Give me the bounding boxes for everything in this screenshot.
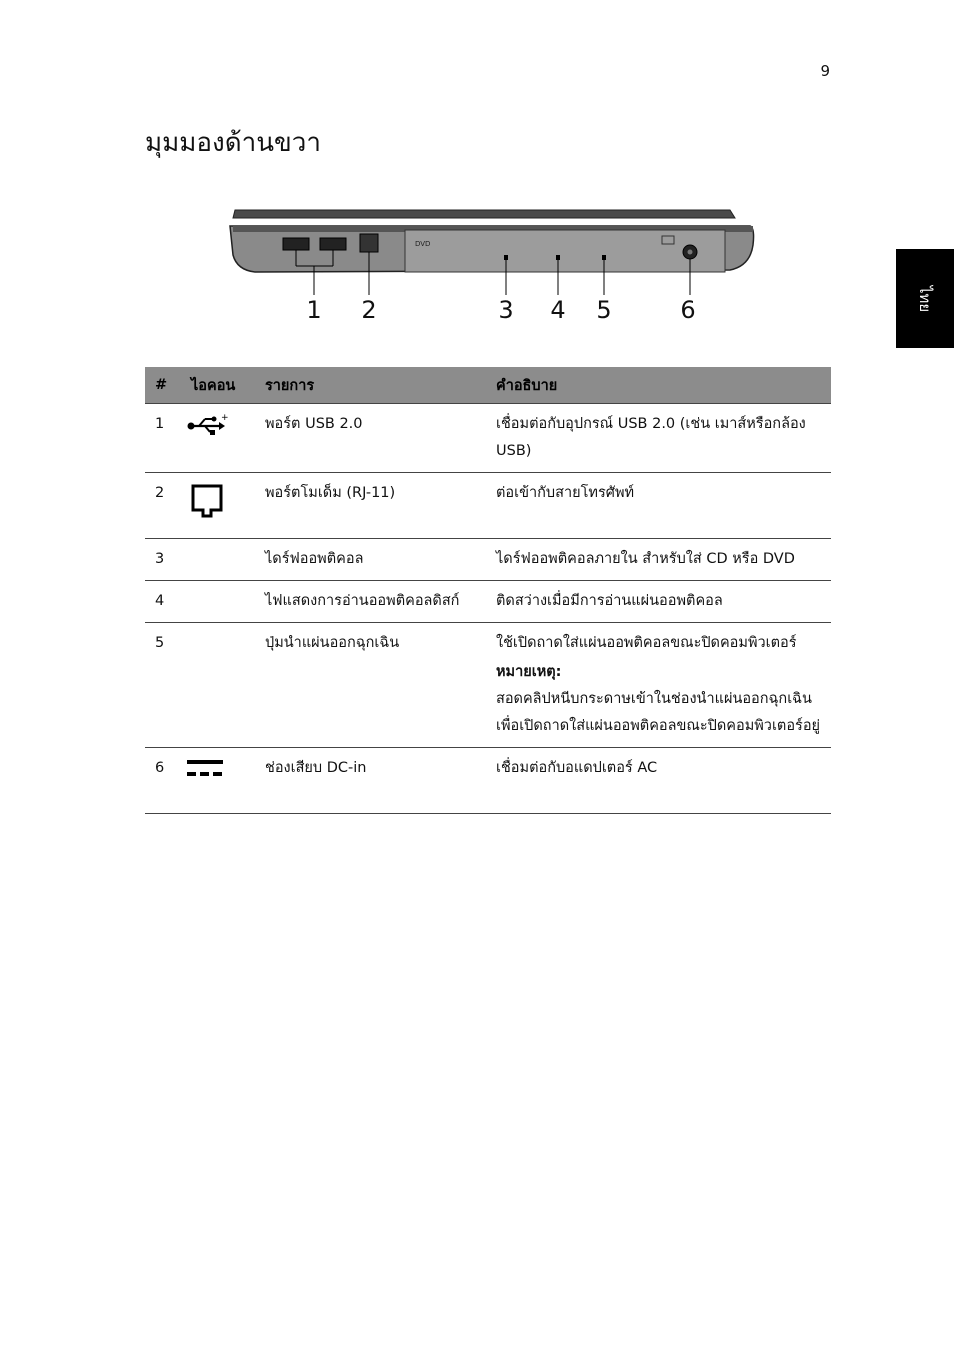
ports-table: [145, 367, 831, 814]
row-item: ไฟแสดงการอ่านออพติคอลดิสก์: [255, 581, 486, 623]
row-description-block: [486, 623, 831, 748]
header-icon: ไอคอน: [181, 367, 255, 404]
row-number: 5: [145, 623, 181, 748]
language-tab: [896, 249, 954, 348]
svg-text:+: +: [221, 413, 229, 423]
row-description: ต่อเข้ากับสายโทรศัพท์: [486, 473, 831, 539]
page-number: 9: [820, 62, 830, 80]
row-number: 4: [145, 581, 181, 623]
table-row: [145, 473, 831, 539]
dc-power-icon: [185, 755, 225, 785]
row-number: 6: [145, 748, 181, 814]
table-row: [145, 623, 831, 748]
modem-port-icon: [185, 480, 225, 520]
row-description: ติดสว่างเมื่อมีการอ่านแผ่นออพติคอล: [486, 581, 831, 623]
row-number: 3: [145, 539, 181, 581]
callout-5: 5: [596, 296, 612, 324]
row-item: พอร์ต USB 2.0: [255, 404, 486, 473]
row-item: ปุ่มนำแผ่นออกฉุกเฉิน: [255, 623, 486, 748]
language-tab-label: ไทย: [916, 285, 934, 312]
row-description: เชื่อมต่อกับอแดปเตอร์ AC: [486, 748, 831, 814]
table-row: [145, 748, 831, 814]
row-number: 2: [145, 473, 181, 539]
note-title: หมายเหตุ:: [496, 664, 562, 680]
callout-1: 1: [306, 296, 322, 324]
row-item: พอร์ตโมเด็ม (RJ-11): [255, 473, 486, 539]
row-description: เชื่อมต่อกับอุปกรณ์ USB 2.0 (เช่น เมาส์หรือกล้อง USB): [486, 404, 831, 473]
table-row: [145, 404, 831, 473]
header-description: คำอธิบาย: [486, 367, 831, 404]
svg-text:DVD: DVD: [415, 240, 431, 248]
table-row: [145, 581, 831, 623]
row-description: ใช้เปิดถาดใส่แผ่นออพติคอลขณะปิดคอมพิวเตอร์: [496, 635, 797, 651]
callout-2: 2: [361, 296, 377, 324]
row-number: 1: [145, 404, 181, 473]
table-row: [145, 539, 831, 581]
note-text: สอดคลิปหนีบกระดาษเข้าในช่องนำแผ่นออกฉุกเฉินเพื่อเปิดถาดใส่แผ่นออพติคอลขณะปิดคอมพิวเตอร์อยู่: [496, 691, 821, 734]
row-item: ช่องเสียบ DC-in: [255, 748, 486, 814]
callout-3: 3: [498, 296, 514, 324]
page-title: มุมมองด้านขวา: [145, 128, 321, 158]
laptop-right-side-figure: [225, 200, 765, 335]
header-number: #: [145, 367, 181, 404]
header-item: รายการ: [255, 367, 486, 404]
callout-4: 4: [550, 296, 566, 324]
row-description: ไดร์ฟออพติคอลภายใน สำหรับใส่ CD หรือ DVD: [486, 539, 831, 581]
row-item: ไดร์ฟออพติคอล: [255, 539, 486, 581]
callout-6: 6: [680, 296, 696, 324]
usb-icon: [185, 411, 229, 441]
table-header-row: [145, 367, 831, 404]
